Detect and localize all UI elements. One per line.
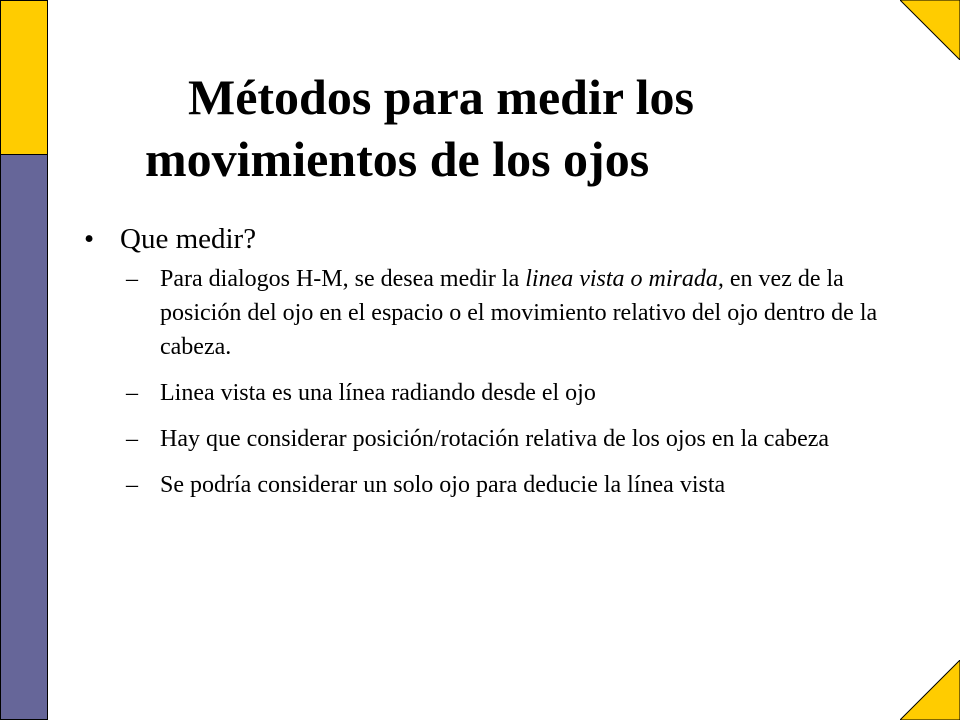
bullet-item	[82, 220, 882, 258]
dash-marker: –	[126, 472, 138, 498]
sub-item-text: Se podría considerar un solo ojo para deducie la línea vista	[160, 472, 726, 498]
left-accent-bar-top	[0, 0, 48, 155]
dash-marker: –	[126, 426, 138, 452]
dash-marker: –	[126, 380, 138, 406]
sub-item-text: Hay que considerar posición/rotación relativa de los ojos en la cabeza	[160, 426, 830, 452]
slide-title-line-2: movimientos de los ojos	[145, 131, 650, 187]
bullet-marker: •	[84, 223, 95, 255]
sub-item-gaze-definition	[82, 262, 882, 364]
sub-item-text: Linea vista es una línea radiando desde el ojo	[160, 380, 596, 406]
left-accent-bar-bottom	[0, 155, 48, 720]
dash-marker: –	[126, 266, 138, 292]
top-right-triangle-shape	[900, 0, 960, 60]
bottom-right-triangle-shape	[900, 660, 960, 720]
top-right-corner-triangle	[900, 0, 960, 60]
sub-item-single-eye	[82, 468, 882, 502]
sub-item-text	[160, 266, 877, 360]
slide-title-line-1: Métodos para medir los	[188, 69, 694, 125]
slide-content	[82, 220, 882, 514]
sub-item-text-part-1: Para dialogos H-M, se desea medir la	[160, 266, 526, 292]
sub-item-line-of-sight	[82, 376, 882, 410]
bullet-text: Que medir?	[120, 223, 257, 255]
slide-title	[80, 66, 900, 190]
sub-item-emphasis: linea vista o mirada,	[525, 266, 724, 292]
bottom-right-corner-triangle	[900, 660, 960, 720]
sub-item-eye-rotation	[82, 422, 882, 456]
sub-item-text-part-2: en vez de la posición del ojo en el espacio o el movimiento relativo del ojo dentro de la cabeza.	[160, 266, 878, 360]
